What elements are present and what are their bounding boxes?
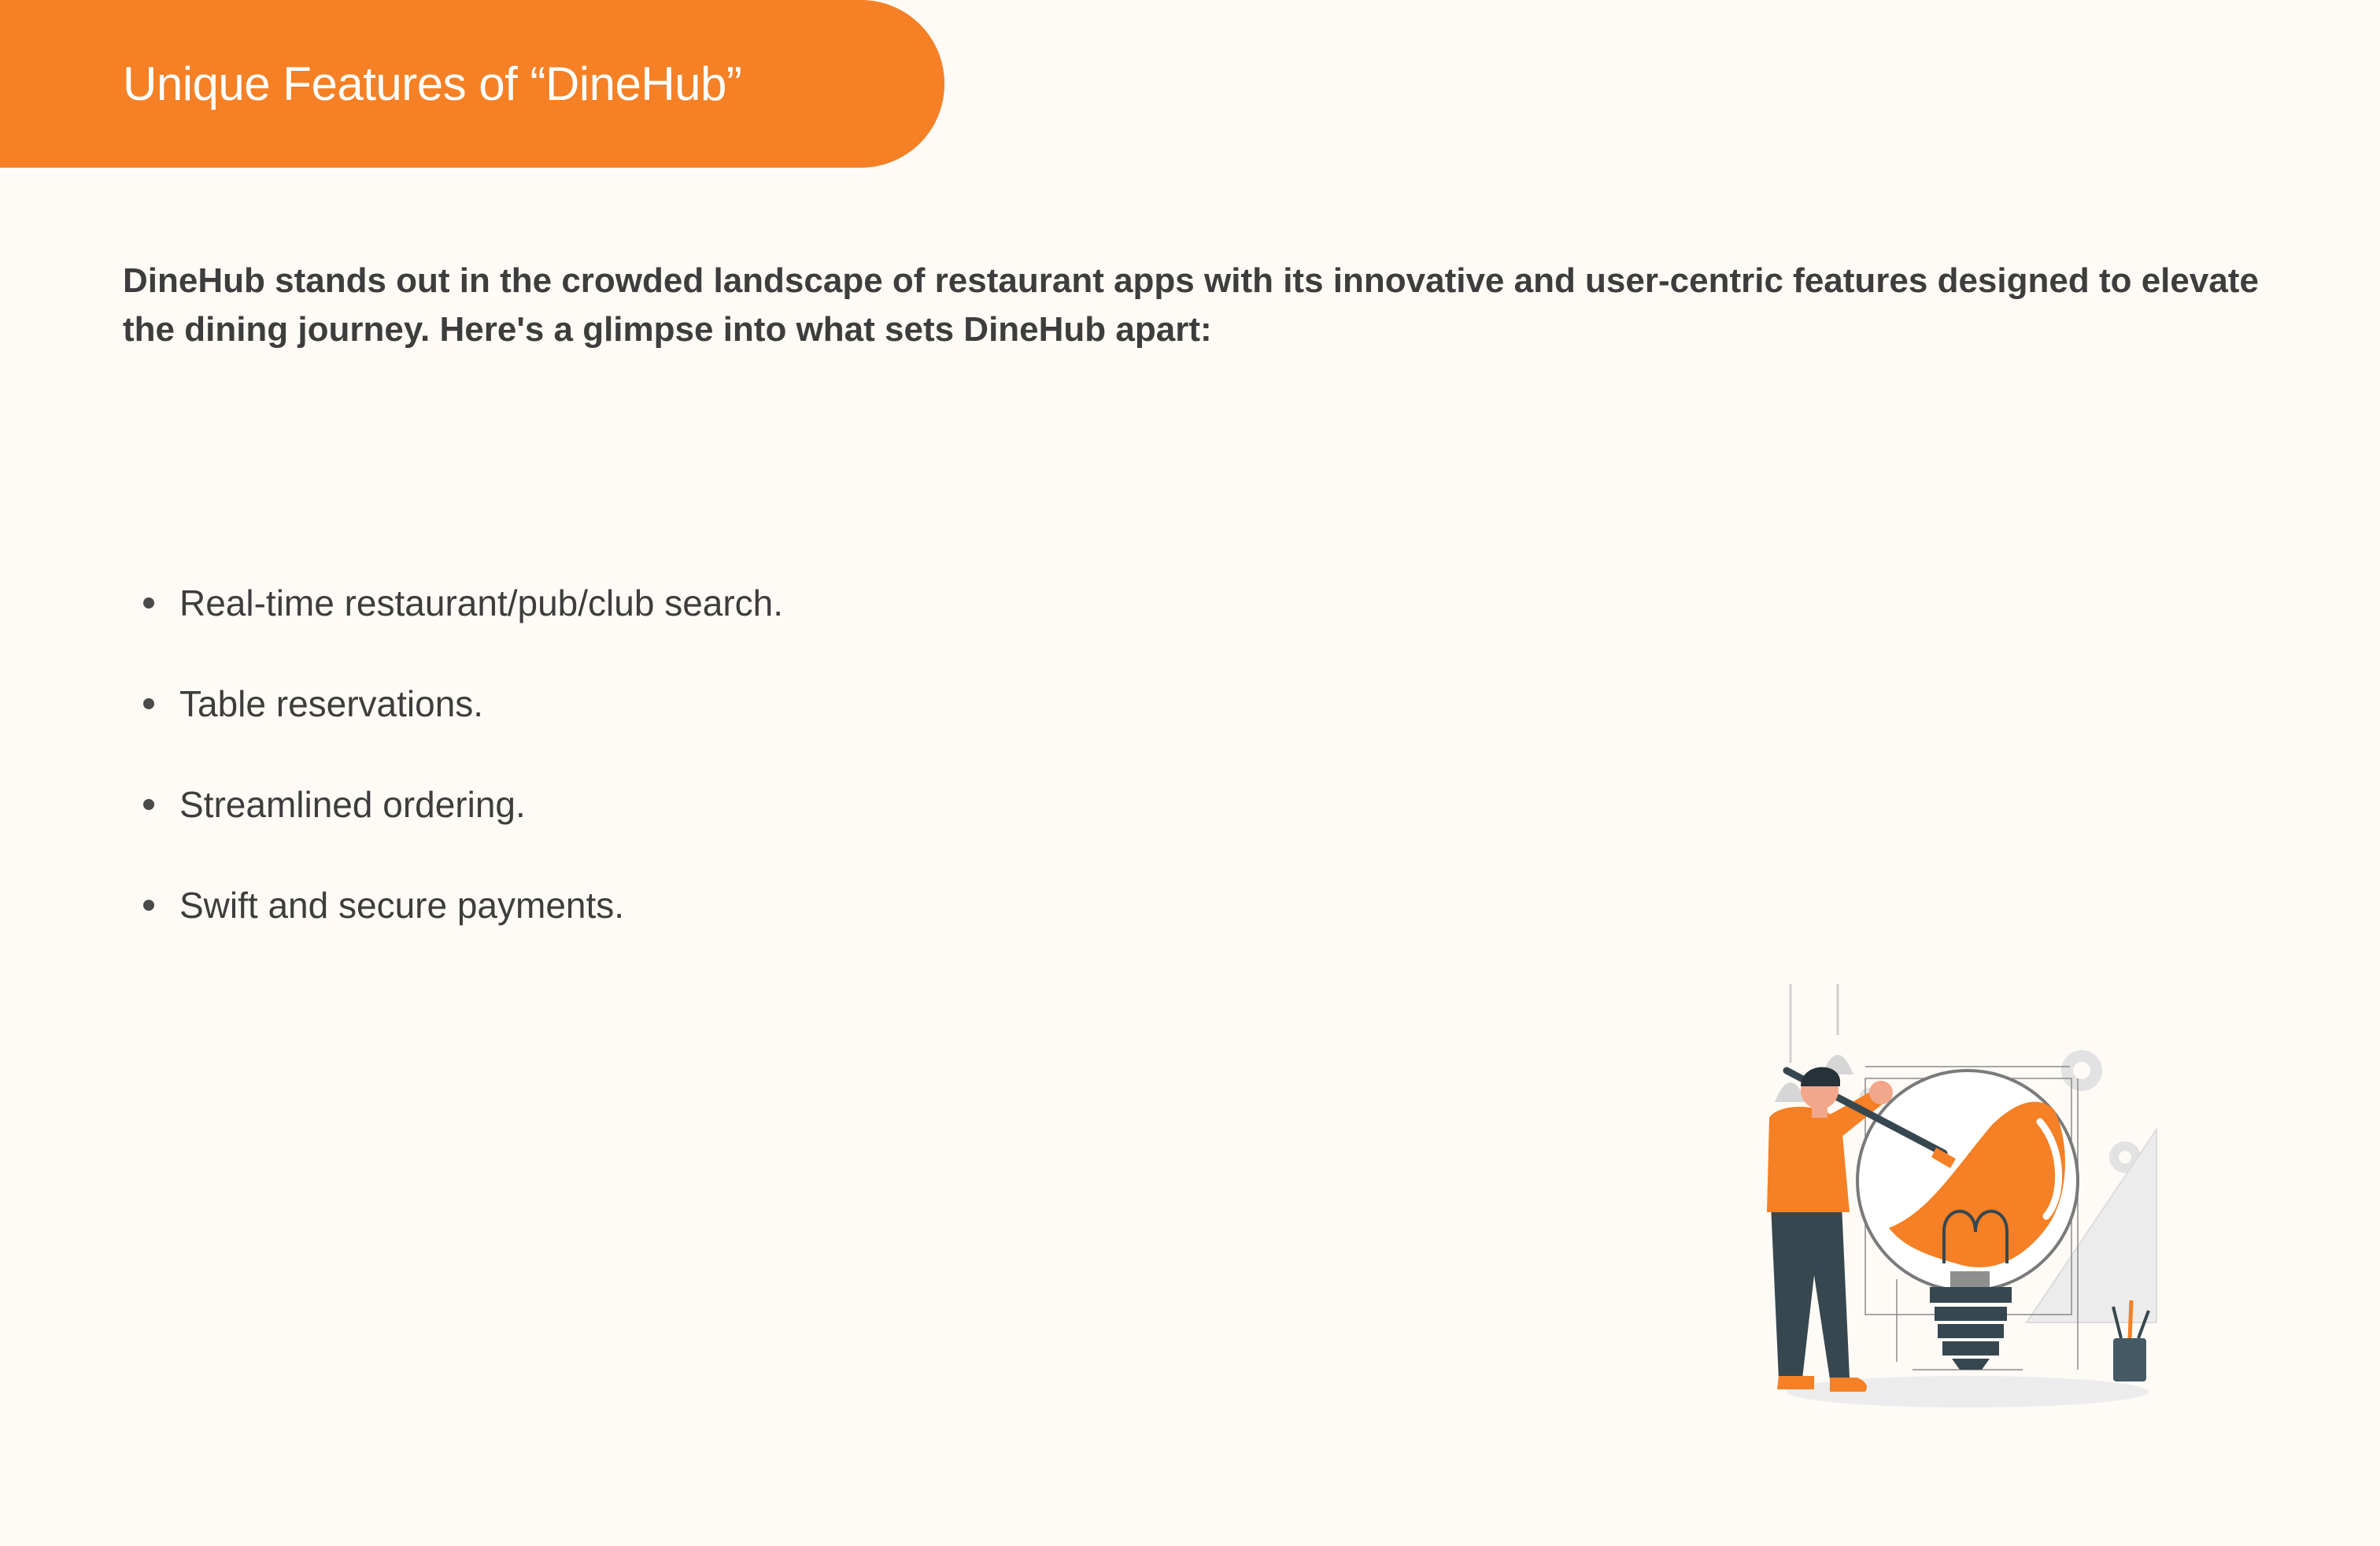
bullet-icon (143, 698, 154, 709)
intro-paragraph: DineHub stands out in the crowded landscape of restaurant apps with its innovative and user-centric features designed to elevate the dining journey. Here's a glimpse into what sets DineHub apart: (123, 261, 2259, 349)
bullet-icon (143, 597, 154, 608)
feature-text: Streamlined ordering. (179, 784, 526, 825)
list-item (123, 679, 783, 779)
features-list (123, 578, 783, 981)
bullet-icon (143, 799, 154, 810)
list-item (123, 578, 783, 679)
person-painting-lightbulb-illustration (1755, 976, 2180, 1417)
bullet-icon (143, 900, 154, 911)
list-item (123, 779, 783, 880)
feature-text: Real-time restaurant/pub/club search. (179, 583, 784, 623)
list-item (123, 880, 783, 981)
feature-text: Swift and secure payments. (179, 885, 625, 926)
feature-text: Table reservations. (179, 683, 484, 724)
title-banner (0, 0, 944, 168)
page-title: Unique Features of “DineHub” (123, 57, 742, 110)
